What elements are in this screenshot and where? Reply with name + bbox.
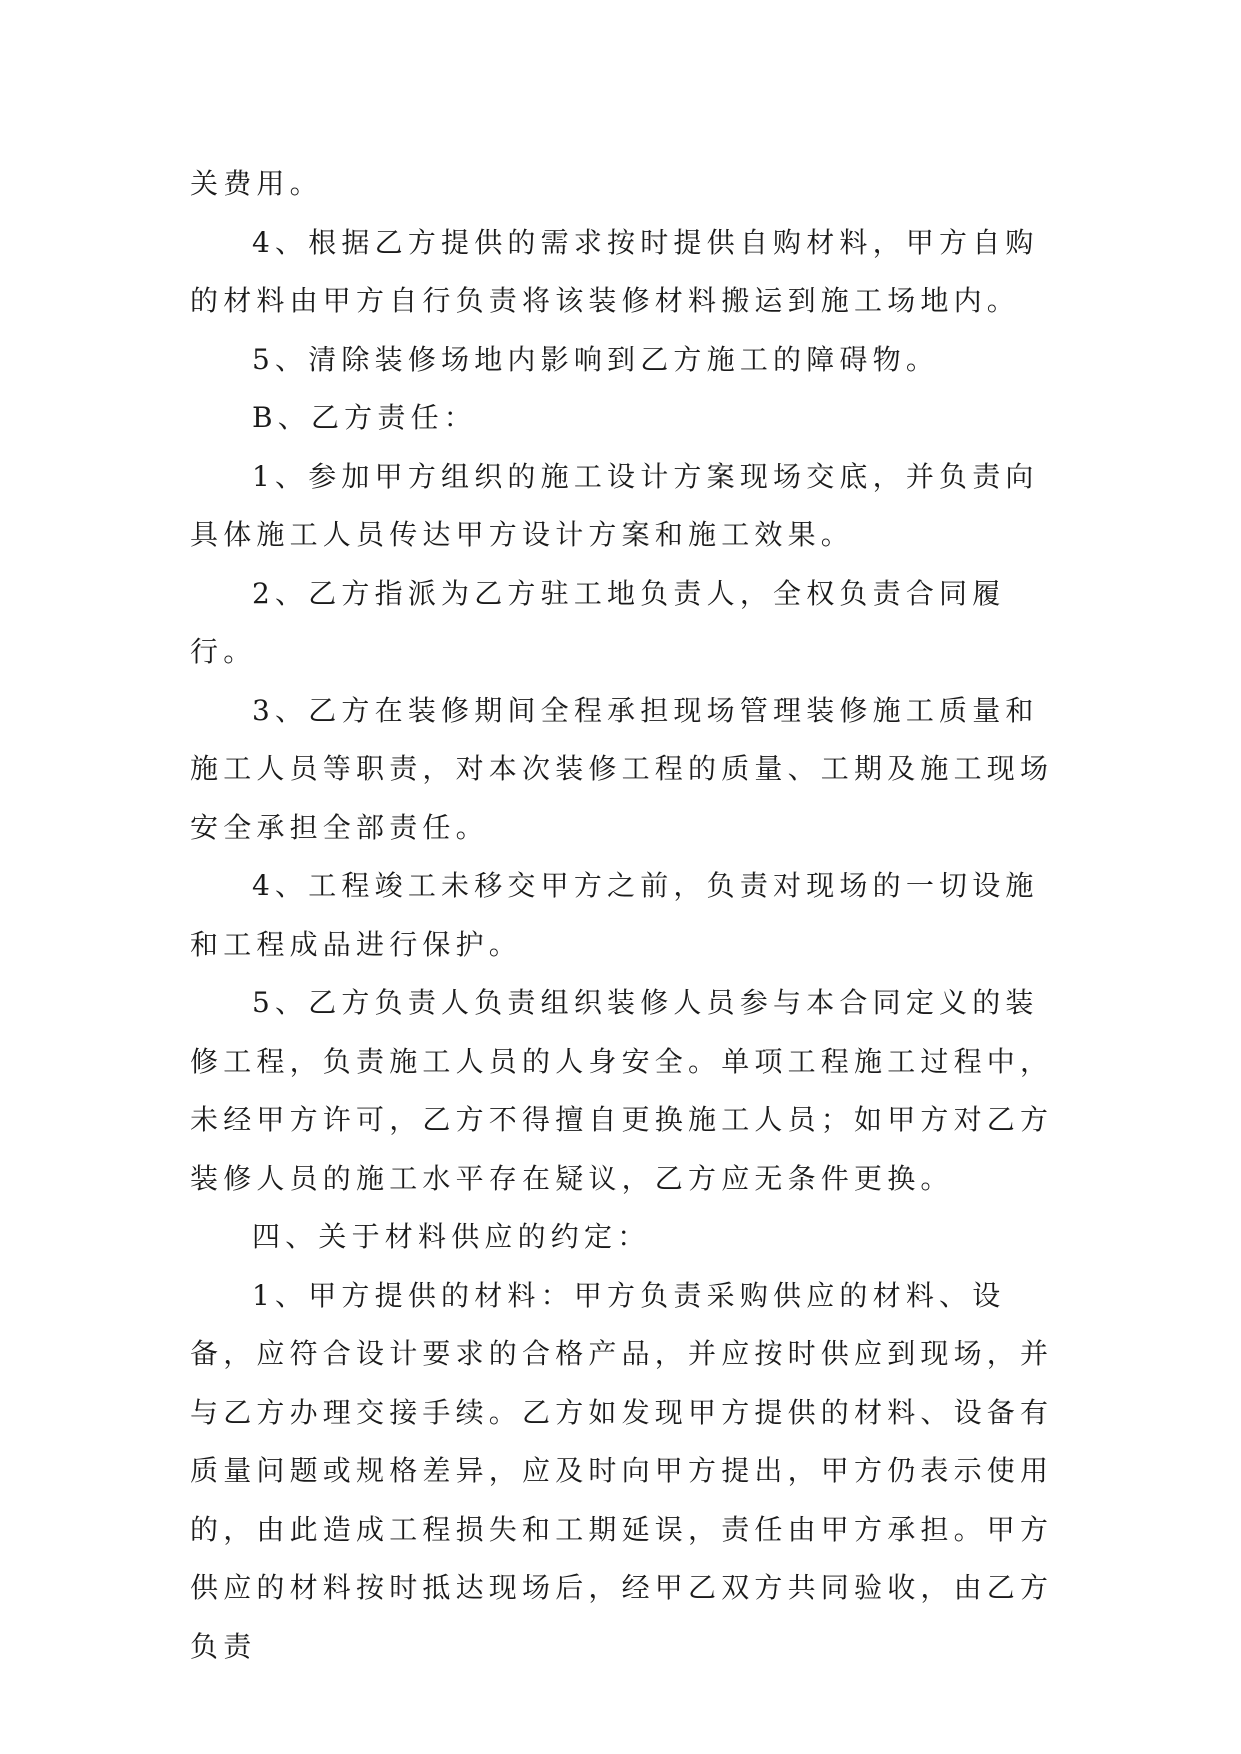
paragraph-clause-4-1: 1、甲方提供的材料：甲方负责采购供应的材料、设备，应符合设计要求的合格产品，并应按时供应到现场，并与乙方办理交接手续。乙方如发现甲方提供的材料、设备有质量问题或规格差异，应及时向甲方提出，甲方仍表示使用的，由此造成工程损失和工期延误，责任由甲方承担。甲方供应的材料按时抵达现场后，经甲乙双方共同验收，由乙方负责: [190, 1278, 1054, 1663]
section-heading-four: 四、关于材料供应的约定：: [252, 1220, 651, 1253]
paragraph-clause-b4: 4、工程竣工未移交甲方之前，负责对现场的一切设施和工程成品进行保护。: [190, 869, 1039, 961]
document-body: [190, 155, 1060, 1676]
paragraph-clause-a5: 5、清除装修场地内影响到乙方施工的障碍物。: [252, 342, 940, 376]
paragraph-clause-b1: 1、参加甲方组织的施工设计方案现场交底，并负责向具体施工人员传达甲方设计方案和施工效果。: [190, 459, 1039, 551]
paragraph-clause-b3: 3、乙方在装修期间全程承担现场管理装修施工质量和施工人员等职责，对本次装修工程的质量、工期及施工现场安全承担全部责任。: [190, 693, 1054, 844]
paragraph-clause-b5: 5、乙方负责人负责组织装修人员参与本合同定义的装修工程，负责施工人员的人身安全。单项工程施工过程中，未经甲方许可，乙方不得擅自更换施工人员；如甲方对乙方装修人员的施工水平存在疑议，乙方应无条件更换。: [190, 986, 1054, 1195]
paragraph-clause-a4: 4、根据乙方提供的需求按时提供自购材料，甲方自购的材料由甲方自行负责将该装修材料搬运到施工场地内。: [190, 225, 1039, 317]
paragraph-continuation: 关费用。: [190, 167, 323, 200]
paragraph-clause-b2: 2、乙方指派为乙方驻工地负责人，全权负责合同履行。: [190, 576, 1006, 668]
section-heading-b: B、乙方责任：: [252, 401, 477, 434]
